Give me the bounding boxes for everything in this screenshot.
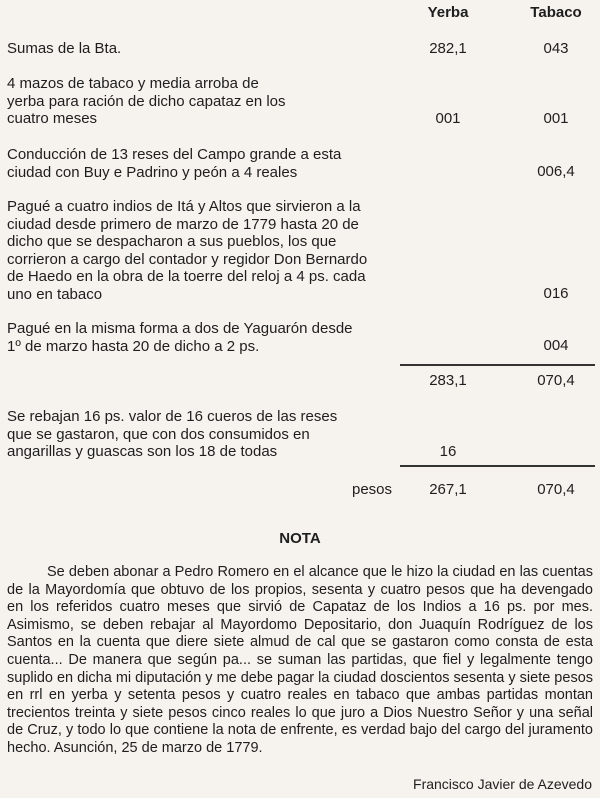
deduction-yerba: 16 (439, 443, 457, 460)
subtotal-rule (400, 364, 595, 366)
entry-text: Pagué en la misma forma a dos de Yaguarón desde 1º de marzo hasta 20 de dicho a 2 ps. (7, 320, 353, 355)
column-header-yerba: Yerba (427, 4, 469, 21)
entry-text: 4 mazos de tabaco y media arroba de yerba para ración de dicho capataz en los cuatro meses (7, 75, 286, 127)
total-rule (400, 465, 595, 467)
entry-yerba-value: 282,1 (429, 40, 467, 57)
entry-tabaco-value: 043 (543, 40, 569, 57)
entry-tabaco-value: 004 (543, 337, 569, 354)
total-tabaco: 070,4 (537, 481, 575, 498)
nota-heading: NOTA (279, 530, 321, 547)
entry-text: Pagué a cuatro indios de Itá y Altos que sirvieron a la ciudad desde primero de marzo de 1779 hasta 20 de dicho que se despacharon a sus pueblos, los que corrieron a cargo del contador y regidor Don Bernardo de Haedo en la obra de la toerre del reloj a 4 ps. cada uno en tabaco (7, 198, 368, 303)
subtotal-tabaco: 070,4 (537, 372, 575, 389)
total-yerba: 267,1 (429, 481, 467, 498)
column-header-tabaco: Tabaco (530, 4, 582, 21)
entry-tabaco-value: 006,4 (537, 163, 575, 180)
nota-paragraph: Se deben abonar a Pedro Romero en el alcance que le hizo la ciudad en las cuentas de la Mayordomía que obtuvo de los propios, sesenta y cuatro pesos que ha devengado en los referidos cuatro meses que sirvió de Capataz de los Indios a 16 ps. por mes. Asimismo, se deben rebajar al Mayordomo Depositario, don Juaquín Rodríguez de los Santos en la cuenta que diere siete almud de cal que se gastaron como consta de esta cuenta... De manera que según pa... se suman las partidas, que fiel y legalmente tengo suplido en dicha mi diputación y me debe pagar la ciudad doscientos sesenta y siete pesos en rrl en yerba y setenta pesos y cuatro reales en tabaco que ambas partidas montan trecientos treinta y siete pesos cinco reales lo que juro a Dios Nuestro Señor y una señal de Cruz, y todo lo que contiene la nota de enfrente, es verdad bajo del cargo del juramento hecho. Asunción, 25 de marzo de 1779. (7, 564, 594, 756)
deduction-text: Se rebajan 16 ps. valor de 16 cueros de las reses que se gastaron, que con dos consumidos en angarillas y guascas son los 18 de todas (7, 408, 338, 460)
entry-text: Conducción de 13 reses del Campo grande a esta ciudad con Buy e Padrino y peón a 4 reales (7, 146, 342, 181)
total-label: pesos (352, 481, 393, 498)
subtotal-yerba: 283,1 (429, 372, 467, 389)
entry-text: Sumas de la Bta. (7, 40, 122, 57)
entry-tabaco-value: 016 (543, 285, 569, 302)
entry-yerba-value: 001 (435, 110, 461, 127)
signature: Francisco Javier de Azevedo (413, 776, 592, 792)
entry-tabaco-value: 001 (543, 110, 569, 127)
